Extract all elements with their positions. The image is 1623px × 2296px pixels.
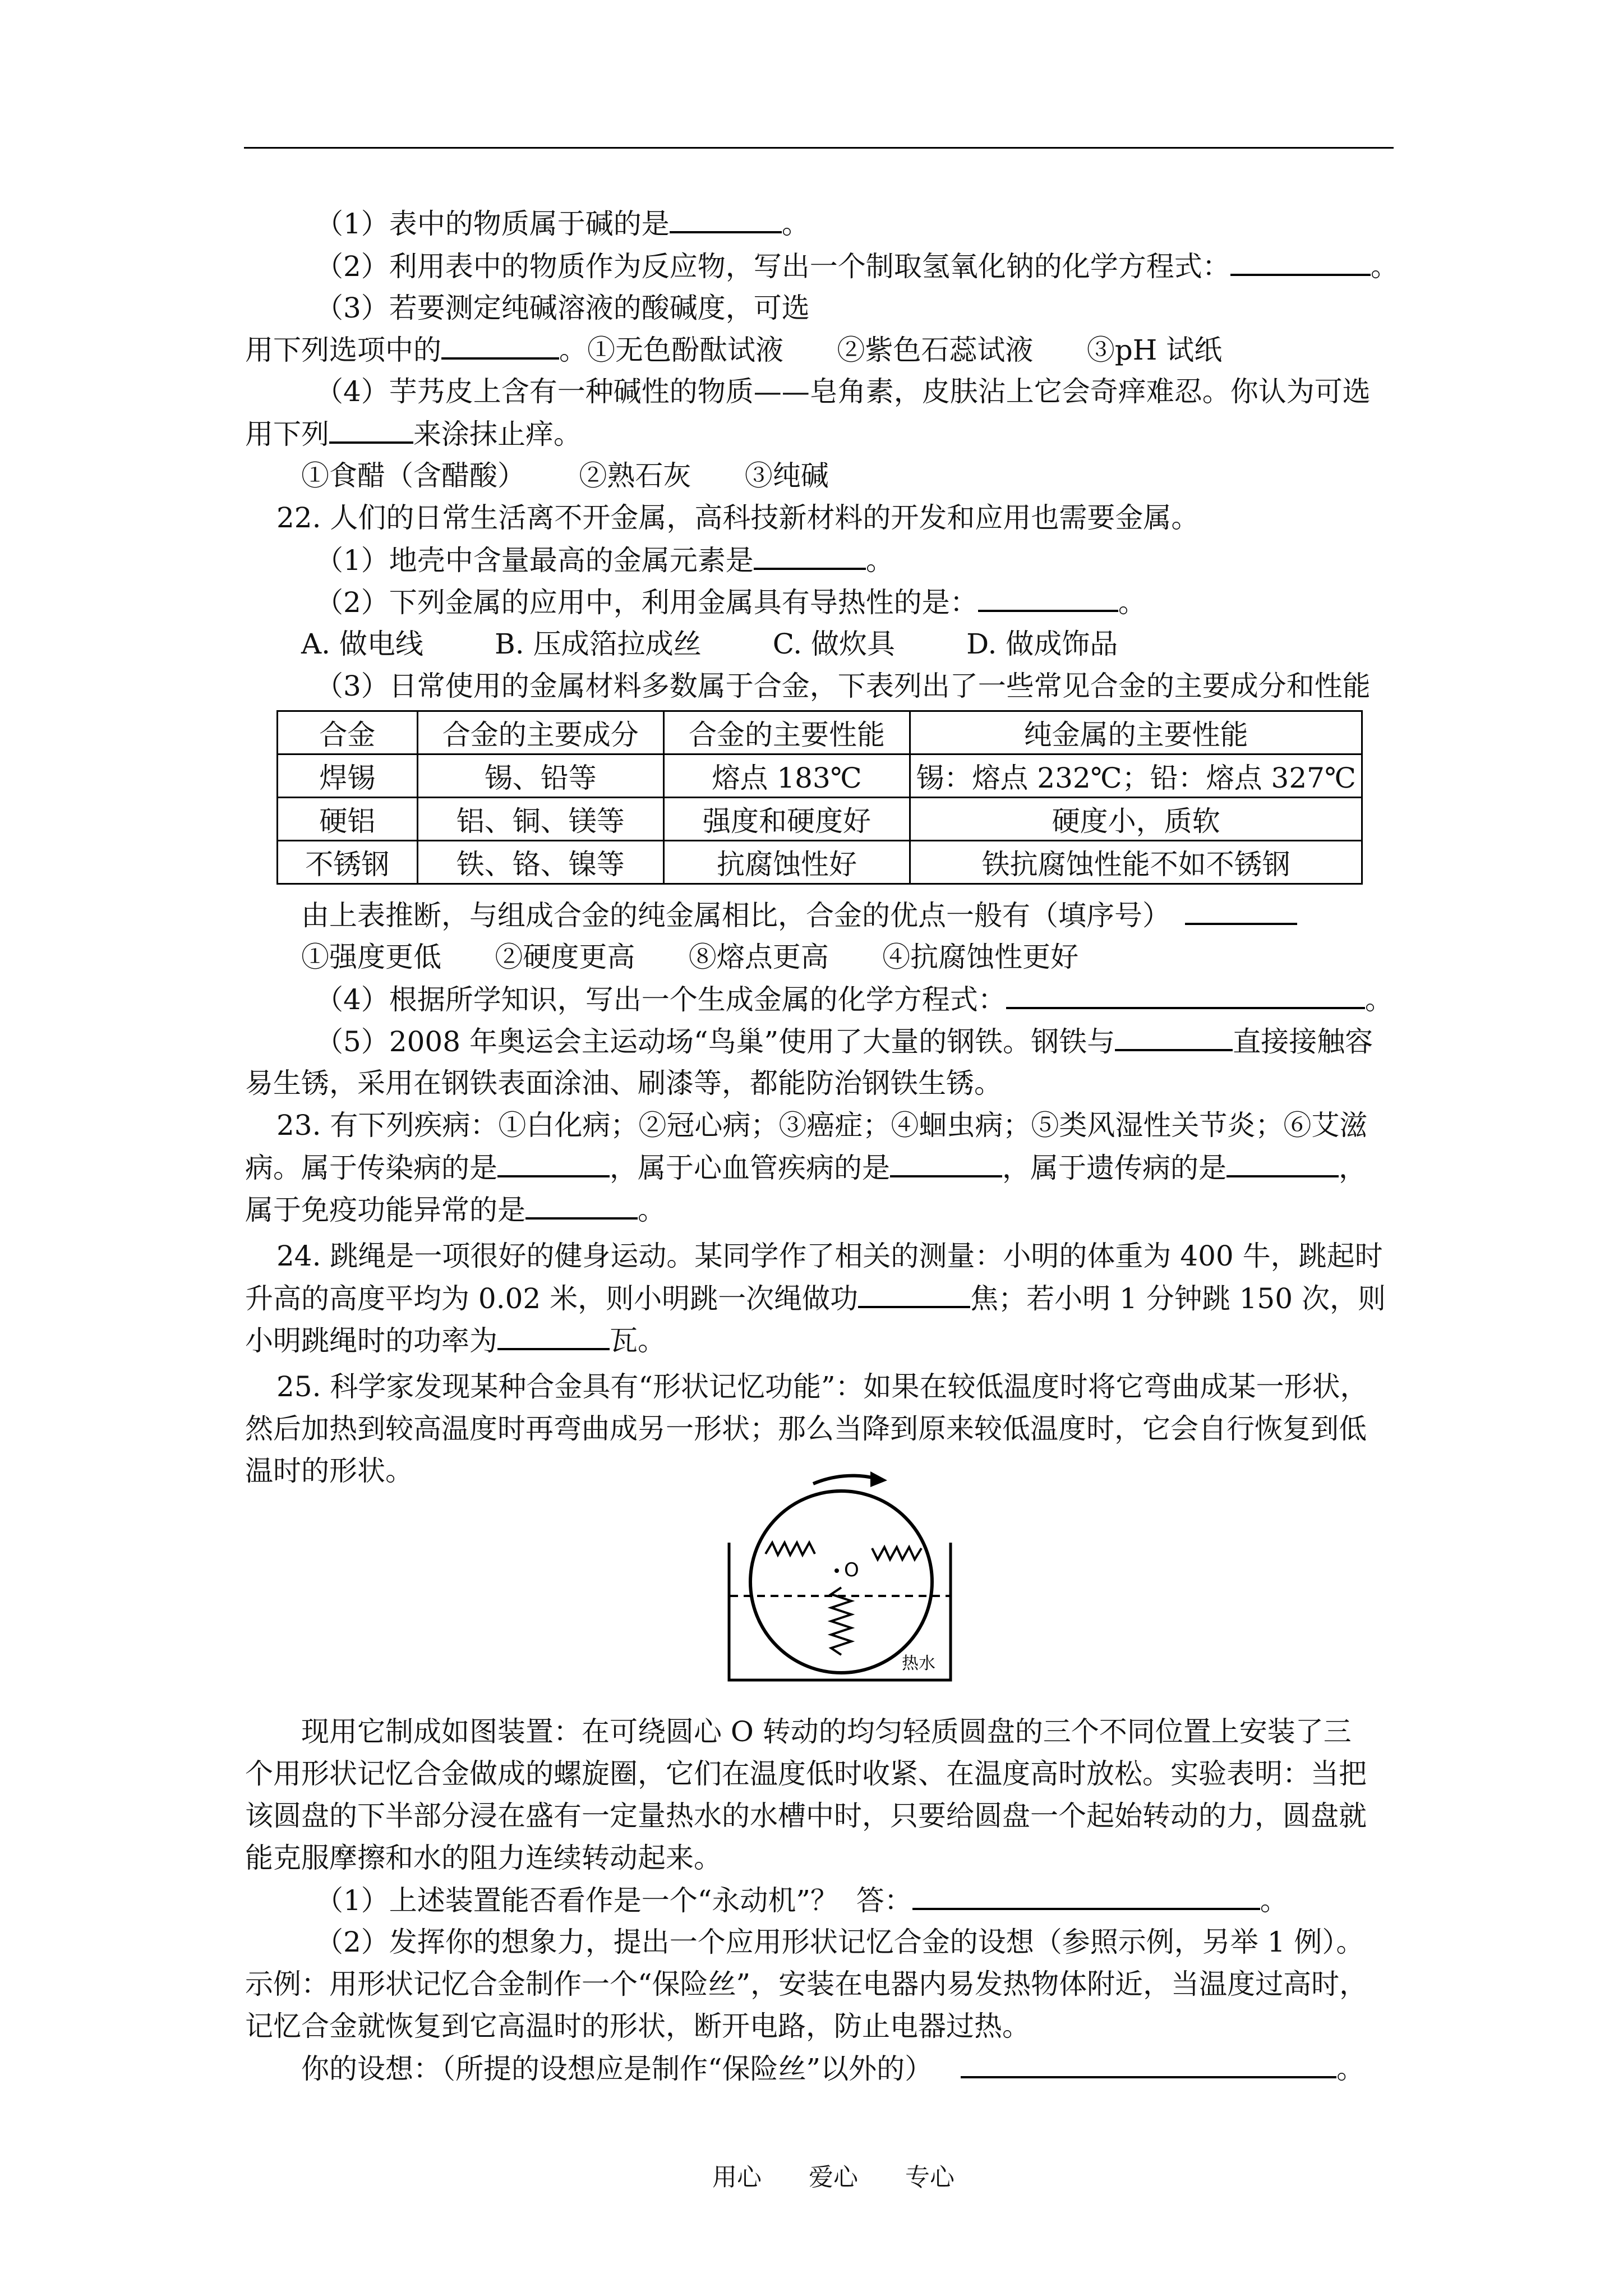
rotation-arrow (813, 1476, 875, 1484)
q22-part3: （3）日常使用的金属材料多数属于合金，下表列出了一些常见合金的主要成分和性能 (315, 670, 1371, 702)
answer-blank[interactable] (1115, 1024, 1233, 1051)
q22-part3-after: 由上表推断，与组成合金的纯金属相比，合金的优点一般有（填序号） (301, 898, 1297, 932)
q24-line1: 24. 跳绳是一项很好的健身运动。某同学作了相关的测量：小明的体重为 400 牛，跳起时 (276, 1240, 1383, 1272)
q25-example-line1: 示例：用形状记忆合金制作一个“保险丝”，安装在电器内易发热物体附近，当温度过高时， (245, 1968, 1368, 2000)
q21-part3-line1: （3）若要测定纯碱溶液的酸碱度，可选 (315, 292, 810, 324)
q25-your-idea: 你的设想：（所提的设想应是制作“保险丝”以外的） 。 (301, 2053, 1365, 2085)
table-cell: 不锈钢 (278, 841, 418, 884)
table-cell: 硬度小，质软 (910, 798, 1362, 841)
q23-line2: 病。属于传染病的是 ，属于心血管疾病的是 ，属于遗传病的是 ， (245, 1152, 1367, 1184)
table-header-cell: 合金 (278, 711, 418, 754)
q22-stem: 22. 人们的日常生活离不开金属，高科技新材料的开发和应用也需要金属。 (276, 501, 1200, 534)
q21-part4-line1: （4）芋艿皮上含有一种碱性的物质——皂角素，皮肤沾上它会奇痒难忍。你认为可选 (315, 375, 1371, 408)
shape-memory-disk-figure (723, 1461, 959, 1686)
table-cell: 焊锡 (278, 754, 418, 798)
q25-line3: 温时的形状。 (245, 1455, 413, 1487)
q21-part2: （2）利用表中的物质作为反应物，写出一个制取氢氧化钠的化学方程式： 。 (315, 250, 1399, 283)
answer-blank[interactable] (497, 1323, 610, 1350)
spring-coil-left (766, 1543, 815, 1555)
table-cell: 强度和硬度好 (663, 798, 910, 841)
q25-desc4: 能克服摩擦和水的阻力连续转动起来。 (245, 1842, 722, 1874)
table-cell: 锡、铅等 (417, 754, 663, 798)
table-row (278, 754, 1362, 798)
answer-blank[interactable] (329, 417, 413, 444)
q25-desc2: 个用形状记忆合金做成的螺旋圈，它们在温度低时收紧、在温度高时放松。实验表明：当把 (245, 1757, 1367, 1790)
q25-desc1: 现用它制成如图装置：在可绕圆心 O 转动的均匀轻质圆盘的三个不同位置上安装了三 (301, 1715, 1352, 1748)
answer-blank[interactable] (858, 1281, 970, 1308)
answer-blank[interactable] (978, 585, 1118, 612)
table-cell: 抗腐蚀性好 (663, 841, 910, 884)
q22-part1: （1）地壳中含量最高的金属元素是 。 (315, 544, 894, 577)
arrow-head-icon (870, 1471, 887, 1487)
q22-part3-options: ①强度更低 ②硬度更高 ⑧熔点更高 ④抗腐蚀性更好 (301, 941, 1079, 973)
q22-part4: （4）根据所学知识，写出一个生成金属的化学方程式： 。 (315, 983, 1393, 1016)
answer-blank[interactable] (1185, 898, 1297, 925)
q22-part2-options: A. 做电线 B. 压成箔拉成丝 C. 做炊具 D. 做成饰品 (301, 628, 1118, 660)
q21-part4-line2: 用下列 来涂抹止痒。 (245, 418, 582, 450)
q25-example-line2: 记忆合金就恢复到它高温时的形状，断开电路，防止电器过热。 (245, 2010, 1030, 2042)
table-row (278, 841, 1362, 884)
table-header-cell: 合金的主要性能 (663, 711, 910, 754)
q21-part3-line2: 用下列选项中的 。①无色酚酞试液 ②紫色石蕊试液 ③pH 试纸 (245, 334, 1223, 366)
q21-part1: （1）表中的物质属于碱的是 。 (315, 208, 810, 240)
q22-part5-line1: （5）2008 年奥运会主运动场“鸟巢”使用了大量的钢铁。钢铁与 直接接触容 (315, 1025, 1373, 1058)
q25-desc3: 该圆盘的下半部分浸在盛有一定量热水的水槽中时，只要给圆盘一个起始转动的力，圆盘就 (245, 1800, 1367, 1832)
table-cell: 熔点 183℃ (663, 754, 910, 798)
center-point (834, 1568, 839, 1573)
spring-coil-right (872, 1547, 921, 1559)
answer-blank[interactable] (670, 206, 782, 233)
answer-blank[interactable] (497, 1151, 610, 1177)
header-rule (244, 147, 1394, 149)
table-header-cell: 纯金属的主要性能 (910, 711, 1362, 754)
q21-part4-options: ①食醋（含醋酸） ②熟石灰 ③纯碱 (301, 459, 829, 492)
answer-blank[interactable] (754, 543, 866, 570)
footer-text: 用心 (712, 2163, 762, 2192)
q25-part2: （2）发挥你的想象力，提出一个应用形状记忆合金的设想（参照示例，另举 1 例）。 (315, 1926, 1364, 1958)
page-footer (712, 2157, 994, 2193)
footer-text: 爱心 (809, 2163, 858, 2192)
table-cell: 铝、铜、镁等 (417, 798, 663, 841)
q23-line1: 23. 有下列疾病：①白化病；②冠心病；③癌症；④蛔虫病；⑤类风湿性关节炎；⑥艾滋 (276, 1109, 1368, 1142)
answer-blank[interactable] (1227, 1151, 1339, 1177)
q25-line2: 然后加热到较高温度时再弯曲成另一形状；那么当降到原来较低温度时，它会自行恢复到低 (245, 1412, 1367, 1445)
answer-blank[interactable] (912, 1883, 1260, 1910)
table-cell: 铁抗腐蚀性能不如不锈钢 (910, 841, 1362, 884)
q22-part5-line2: 易生锈，采用在钢铁表面涂油、刷漆等，都能防治钢铁生锈。 (245, 1067, 1002, 1099)
q24-line3: 小明跳绳时的功率为 瓦。 (245, 1324, 666, 1357)
footer-text: 专心 (905, 2163, 955, 2192)
table-cell: 锡：熔点 232℃；铅：熔点 327℃ (910, 754, 1362, 798)
answer-blank[interactable] (890, 1151, 1002, 1177)
spring-coil-bottom (831, 1588, 851, 1655)
answer-blank[interactable] (525, 1193, 638, 1220)
answer-blank[interactable] (961, 2051, 1336, 2078)
answer-blank[interactable] (441, 333, 559, 360)
q22-part2: （2）下列金属的应用中，利用金属具有导热性的是： 。 (315, 586, 1146, 619)
table-cell: 铁、铬、镍等 (417, 841, 663, 884)
q24-line2: 升高的高度平均为 0.02 米，则小明跳一次绳做功 焦；若小明 1 分钟跳 150 次，则 (245, 1282, 1386, 1315)
table-cell: 硬铝 (278, 798, 418, 841)
q25-part1: （1）上述装置能否看作是一个“永动机”？ 答： 。 (315, 1884, 1288, 1917)
answer-blank[interactable] (1230, 249, 1371, 276)
table-header-row (278, 711, 1362, 754)
q25-line1: 25. 科学家发现某种合金具有“形状记忆功能”：如果在较低温度时将它弯曲成某一形状， (276, 1370, 1368, 1403)
center-label: O (844, 1559, 859, 1581)
alloy-table (276, 710, 1363, 885)
water-label: 热水 (902, 1654, 935, 1673)
table-row (278, 798, 1362, 841)
table-header-cell: 合金的主要成分 (417, 711, 663, 754)
q23-line3: 属于免疫功能异常的是 。 (245, 1194, 666, 1226)
answer-blank[interactable] (1006, 982, 1365, 1009)
